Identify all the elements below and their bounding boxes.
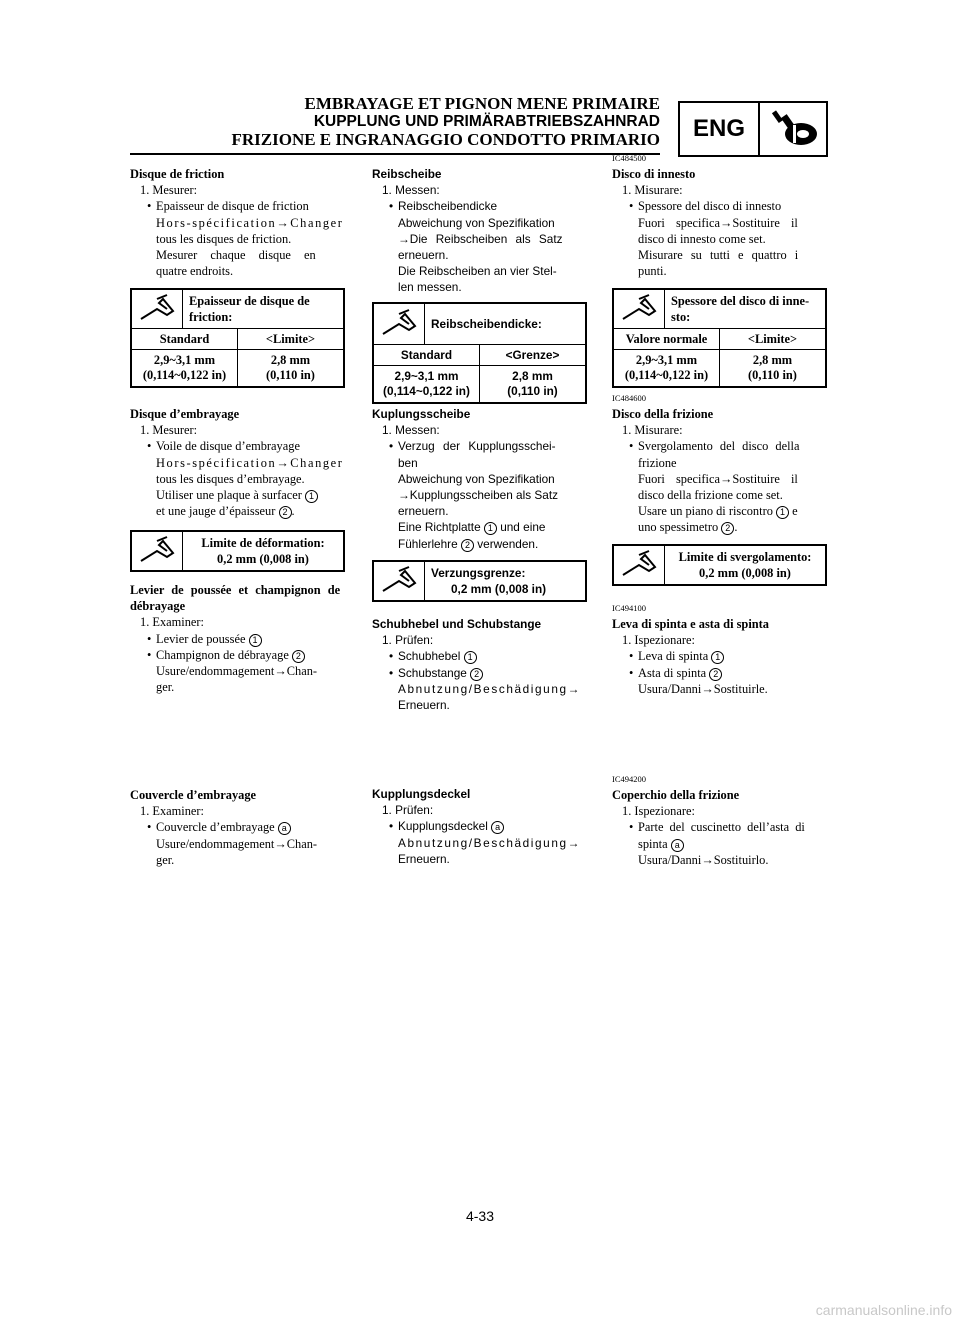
spec-wrench-icon	[614, 546, 664, 584]
fr-lever-bullet: • Champignon de débrayage 2	[130, 647, 345, 663]
it-lever-section	[612, 603, 827, 697]
it-friction-bullet: • Spessore del disco di innesto	[612, 198, 827, 214]
it-clutch-bullet: • Svergolamento del disco della	[612, 438, 827, 454]
de-clutch-bullet: ben	[398, 455, 418, 470]
it-cover-bullet: spinta a	[612, 836, 827, 852]
it-lever-step: 1. Ispezionare:	[622, 633, 695, 648]
it-lever-title: Leva di spinta e asta di spinta	[612, 617, 769, 631]
it-friction-spec-box	[612, 288, 827, 388]
fr-lever-step: 1. Examiner:	[140, 615, 204, 630]
fr-clutch-title: Disque d’embrayage	[130, 407, 240, 421]
it-clutch-sub: Fuori specifica→Sostituire il	[638, 471, 798, 486]
it-clutch-sub: Usare un piano di riscontro 1 e	[638, 504, 798, 519]
fr-clutch-sub: tous les disques d’embrayage.	[156, 471, 305, 486]
spec-col-standard: Standard	[159, 332, 210, 346]
it-clutch-bullet: frizione	[638, 455, 677, 470]
fr-warp-spec-label: Limite de déformation: 0,2 mm (0,008 in)	[182, 532, 343, 570]
spec-col-limit: <Grenze>	[479, 345, 585, 365]
it-friction-sub: Fuori specifica→Sostituire il	[638, 215, 798, 230]
de-friction-sub: erneuern.	[398, 248, 449, 263]
it-clutch-sub: uno spessimetro 2 .	[638, 520, 738, 535]
spec-col-limit: <Limite>	[719, 329, 825, 349]
spec-wrench-icon	[132, 532, 182, 570]
it-warp-spec-box	[612, 544, 827, 586]
fr-lever-bullet: • Levier de poussée 1	[130, 631, 345, 647]
fr-friction-spec-label: Epaisseur de disque de friction:	[182, 290, 343, 328]
header-title-de: KUPPLUNG UND PRIMÄRABTRIEBSZAHNRAD	[313, 113, 660, 130]
it-cover-step: 1. Ispezionare:	[622, 804, 695, 819]
it-clutch-sub: disco della frizione come set.	[638, 488, 783, 503]
spec-wrench-icon	[374, 562, 424, 600]
it-clutch-section	[612, 393, 827, 536]
fr-friction-sub: Hors-spécification→Changer	[156, 215, 344, 230]
section-code: IC484600	[612, 393, 646, 403]
callout-1: 1	[305, 490, 318, 503]
fr-clutch-sub: Hors-spécification→Changer	[156, 455, 344, 470]
spec-col-limit: <Limite>	[237, 329, 343, 349]
spec-wrench-icon	[374, 304, 424, 344]
de-clutch-sub: erneuern.	[398, 504, 449, 519]
fr-friction-title: Disque de friction	[130, 167, 225, 181]
de-cover-title: Kupplungsdeckel	[372, 787, 471, 801]
de-clutch-step: 1. Messen:	[382, 423, 440, 438]
de-cover-step: 1. Prüfen:	[382, 803, 434, 818]
de-warp-spec-label: Verzungsgrenze: 0,2 mm (0,008 in)	[424, 562, 585, 600]
fr-clutch-bullet: • Voile de disque d’embrayage	[130, 438, 345, 454]
fr-lever-sub: ger.	[156, 680, 175, 695]
fr-clutch-sub: Utiliser une plaque à surfacer 1	[130, 487, 345, 503]
section-badge	[678, 101, 828, 157]
fr-friction-bullet: • Epaisseur de disque de friction	[130, 198, 345, 214]
it-clutch-title: Disco della frizione	[612, 407, 714, 421]
fr-friction-spec-box	[130, 288, 345, 388]
de-lever-title: Schubhebel und Schubstange	[372, 617, 542, 631]
spec-col-standard: Valore normale	[625, 332, 708, 346]
de-friction-spec-label: Reibscheibendicke:	[424, 304, 585, 344]
fr-friction-sub: quatre endroits.	[156, 264, 234, 279]
de-lever-sub: Abnutzung/Beschädigung→	[398, 681, 582, 696]
de-friction-title: Reibscheibe	[372, 167, 442, 181]
de-friction-spec-box	[372, 302, 587, 404]
de-friction-section	[372, 166, 587, 296]
de-lever-step: 1. Prüfen:	[382, 633, 434, 648]
page-number: 4-33	[465, 1208, 495, 1224]
fr-friction-section	[130, 166, 345, 279]
watermark: carmanualsonline.info	[815, 1302, 952, 1318]
fr-cover-title: Couvercle d’embrayage	[130, 788, 257, 802]
header-rule	[130, 153, 660, 155]
it-lever-bullet: • Asta di spinta 2	[612, 665, 827, 681]
it-warp-spec-label: Limite di svergolamento: 0,2 mm (0,008 in)	[664, 546, 825, 584]
de-friction-sub: Abweichung von Spezifikation	[398, 215, 555, 230]
de-friction-sub: Die Reibscheiben an vier Stel-	[398, 264, 557, 279]
callout-2: 2	[279, 506, 292, 519]
fr-cover-step: 1. Examiner:	[140, 804, 204, 819]
section-code: IC484500	[612, 153, 646, 163]
fr-friction-sub: Mesurer chaque disque en	[156, 248, 316, 263]
it-friction-sub: Misurare su tutti e quattro i	[638, 248, 799, 263]
it-lever-sub: Usura/Danni→Sostituirle.	[638, 681, 768, 696]
de-friction-sub: len messen.	[398, 280, 462, 295]
de-clutch-sub: →Kupplungsscheiben als Satz	[398, 488, 559, 503]
de-friction-sub: →Die Reibscheiben als Satz	[398, 231, 563, 246]
it-friction-title: Disco di innesto	[612, 167, 696, 181]
header-title-it: FRIZIONE E INGRANAGGIO CONDOTTO PRIMARIO	[231, 130, 660, 149]
fr-clutch-section	[130, 406, 345, 519]
fr-lever-title: débrayage	[130, 599, 186, 614]
it-cover-title: Coperchio della frizione	[612, 788, 740, 802]
it-cover-bullet: • Parte del cuscinetto dell’asta di	[612, 819, 827, 835]
fr-warp-spec-box	[130, 530, 345, 572]
fr-lever-section	[130, 582, 345, 695]
de-clutch-sub: Fühlerlehre 2 verwenden.	[398, 536, 539, 551]
de-cover-sub: Abnutzung/Beschädigung→	[398, 835, 582, 850]
de-clutch-sub: Abweichung von Spezifikation	[398, 471, 555, 486]
section-code: IC494200	[612, 774, 646, 784]
it-lever-bullet: • Leva di spinta 1	[612, 648, 827, 664]
fr-clutch-step: 1. Mesurer:	[140, 423, 198, 438]
header-title-fr: EMBRAYAGE ET PIGNON MENE PRIMAIRE	[304, 94, 660, 113]
spec-standard-value: 2,9~3,1 mm (0,114~0,122 in)	[624, 353, 709, 383]
fr-cover-sub: Usure/endommagement→Chan-	[156, 836, 318, 851]
de-clutch-title: Kuplungsscheibe	[372, 407, 471, 421]
spec-col-standard: Standard	[400, 348, 453, 362]
de-clutch-sub: Eine Richtplatte 1 und eine	[398, 520, 546, 535]
it-friction-sub: disco di innesto come set.	[638, 231, 766, 246]
page-header	[231, 95, 660, 149]
spec-limit-value: 2,8 mm (0,110 in)	[237, 350, 343, 386]
fr-friction-step: 1. Mesurer:	[140, 183, 198, 198]
fr-cover-bullet: • Couvercle d’embrayage a	[130, 819, 345, 835]
it-clutch-step: 1. Misurare:	[622, 423, 683, 438]
section-code: IC494100	[612, 603, 646, 613]
de-friction-bullet: • Reibscheibendicke	[372, 198, 587, 214]
de-cover-sub: Erneuern.	[398, 851, 450, 866]
it-friction-section	[612, 153, 827, 279]
fr-lever-sub: Usure/endommagement→Chan-	[156, 664, 318, 679]
it-cover-sub: Usura/Danni→Sostituirlo.	[638, 852, 769, 867]
it-cover-section	[612, 774, 827, 868]
de-lever-bullet: • Schubhebel 1	[372, 648, 587, 664]
fr-cover-section	[130, 787, 345, 868]
it-friction-step: 1. Misurare:	[622, 183, 683, 198]
spec-standard-value: 2,9~3,1 mm (0,114~0,122 in)	[142, 353, 227, 383]
de-cover-bullet: • Kupplungsdeckel a	[372, 818, 587, 834]
de-warp-spec-box	[372, 560, 587, 602]
engine-wrench-icon	[760, 103, 826, 155]
spec-wrench-icon	[614, 290, 664, 328]
it-friction-sub: punti.	[638, 264, 667, 279]
de-clutch-bullet: • Verzug der Kupplungsschei-	[372, 438, 587, 454]
badge-label: ENG	[680, 103, 760, 155]
de-lever-section	[372, 616, 587, 713]
fr-cover-sub: ger.	[156, 852, 175, 867]
fr-lever-title: Levier de poussée et champignon de	[130, 583, 341, 597]
de-friction-step: 1. Messen:	[382, 183, 440, 198]
de-lever-sub: Erneuern.	[398, 698, 450, 713]
fr-friction-sub: tous les disques de friction.	[156, 231, 292, 246]
spec-wrench-icon	[132, 290, 182, 328]
spec-standard-value: 2,9~3,1 mm (0,114~0,122 in)	[383, 369, 470, 399]
de-cover-section	[372, 786, 587, 867]
spec-limit-value: 2,8 mm (0,110 in)	[479, 366, 585, 402]
fr-clutch-sub: et une jauge d’épaisseur 2 .	[156, 504, 295, 519]
de-clutch-section	[372, 406, 587, 552]
spec-limit-value: 2,8 mm (0,110 in)	[719, 350, 825, 386]
de-lever-bullet: • Schubstange 2	[372, 665, 587, 681]
it-friction-spec-label: Spessore del disco di inne- sto:	[664, 290, 825, 328]
